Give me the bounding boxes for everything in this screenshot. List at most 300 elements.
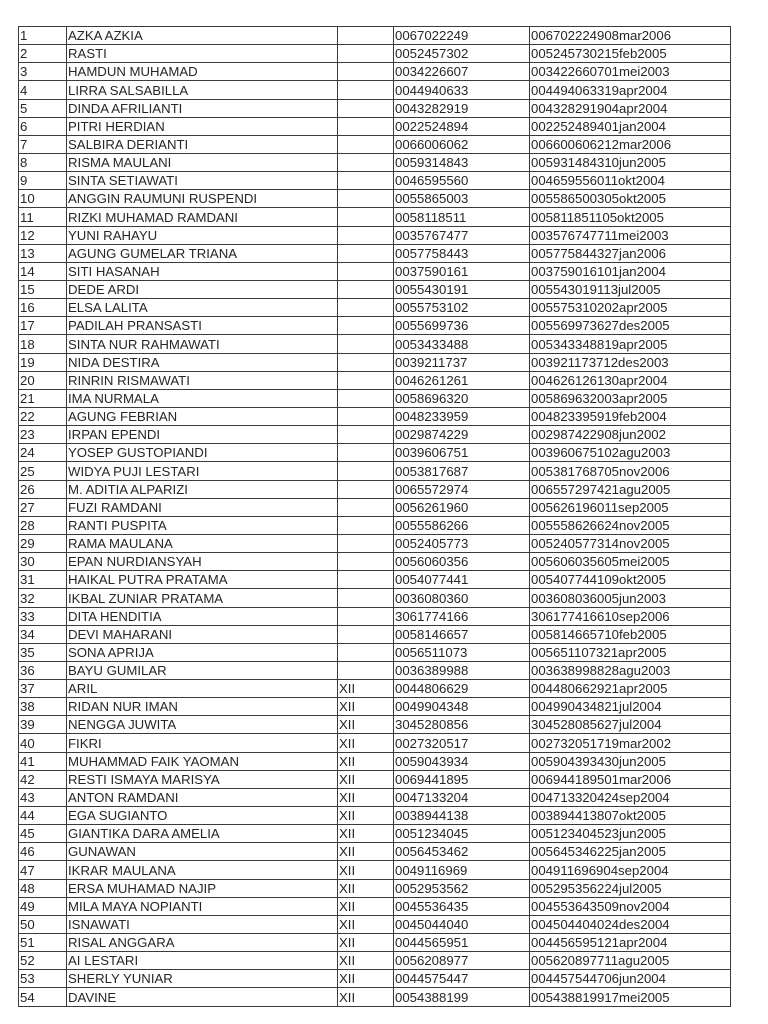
- student-name-cell: RESTI ISMAYA MARISYA: [67, 770, 338, 788]
- password-cell: 004328291904apr2004: [530, 99, 731, 117]
- nisn-cell: 0053433488: [394, 335, 530, 353]
- table-row: [19, 625, 731, 643]
- student-table-body: [19, 27, 731, 1007]
- password-cell: 004990434821jul2004: [530, 698, 731, 716]
- row-number-cell: 14: [19, 262, 67, 280]
- row-number-cell: 18: [19, 335, 67, 353]
- nisn-cell: 0039606751: [394, 444, 530, 462]
- student-name-cell: YOSEP GUSTOPIANDI: [67, 444, 338, 462]
- row-number-cell: 3: [19, 63, 67, 81]
- password-cell: 004626126130apr2004: [530, 371, 731, 389]
- row-number-cell: 52: [19, 952, 67, 970]
- table-row: [19, 607, 731, 625]
- class-cell: [338, 607, 394, 625]
- password-cell: 005626196011sep2005: [530, 498, 731, 516]
- table-row: [19, 843, 731, 861]
- class-cell: [338, 643, 394, 661]
- row-number-cell: 19: [19, 353, 67, 371]
- password-cell: 006944189501mar2006: [530, 770, 731, 788]
- nisn-cell: 0049116969: [394, 861, 530, 879]
- row-number-cell: 20: [19, 371, 67, 389]
- class-cell: [338, 317, 394, 335]
- nisn-cell: 0044565951: [394, 934, 530, 952]
- class-cell: XII: [338, 915, 394, 933]
- row-number-cell: 16: [19, 299, 67, 317]
- row-number-cell: 53: [19, 970, 67, 988]
- student-name-cell: ISNAWATI: [67, 915, 338, 933]
- student-name-cell: PITRI HERDIAN: [67, 117, 338, 135]
- class-cell: [338, 190, 394, 208]
- table-row: [19, 407, 731, 425]
- nisn-cell: 0036389988: [394, 661, 530, 679]
- class-cell: [338, 589, 394, 607]
- student-name-cell: NENGGA JUWITA: [67, 716, 338, 734]
- table-row: [19, 353, 731, 371]
- password-cell: 004553643509nov2004: [530, 897, 731, 915]
- table-row: [19, 807, 731, 825]
- class-cell: [338, 371, 394, 389]
- row-number-cell: 4: [19, 81, 67, 99]
- row-number-cell: 13: [19, 244, 67, 262]
- student-name-cell: RIZKI MUHAMAD RAMDANI: [67, 208, 338, 226]
- nisn-cell: 0059314843: [394, 153, 530, 171]
- row-number-cell: 10: [19, 190, 67, 208]
- student-name-cell: FUZI RAMDANI: [67, 498, 338, 516]
- nisn-cell: 0055430191: [394, 280, 530, 298]
- nisn-cell: 0052953562: [394, 879, 530, 897]
- nisn-cell: 0046261261: [394, 371, 530, 389]
- row-number-cell: 41: [19, 752, 67, 770]
- table-row: [19, 190, 731, 208]
- student-name-cell: ANGGIN RAUMUNI RUSPENDI: [67, 190, 338, 208]
- row-number-cell: 45: [19, 825, 67, 843]
- class-cell: XII: [338, 734, 394, 752]
- class-cell: [338, 444, 394, 462]
- class-cell: [338, 45, 394, 63]
- student-name-cell: ELSA LALITA: [67, 299, 338, 317]
- table-row: [19, 226, 731, 244]
- password-cell: 003576747711mei2003: [530, 226, 731, 244]
- password-cell: 005775844327jan2006: [530, 244, 731, 262]
- table-row: [19, 153, 731, 171]
- class-cell: [338, 63, 394, 81]
- nisn-cell: 0044575447: [394, 970, 530, 988]
- student-table: [18, 26, 731, 1007]
- row-number-cell: 39: [19, 716, 67, 734]
- password-cell: 005814665710feb2005: [530, 625, 731, 643]
- row-number-cell: 47: [19, 861, 67, 879]
- class-cell: [338, 226, 394, 244]
- student-name-cell: DEDE ARDI: [67, 280, 338, 298]
- password-cell: 004713320424sep2004: [530, 788, 731, 806]
- student-name-cell: LIRRA SALSABILLA: [67, 81, 338, 99]
- class-cell: [338, 153, 394, 171]
- password-cell: 003422660701mei2003: [530, 63, 731, 81]
- row-number-cell: 37: [19, 680, 67, 698]
- nisn-cell: 0058146657: [394, 625, 530, 643]
- row-number-cell: 29: [19, 534, 67, 552]
- row-number-cell: 48: [19, 879, 67, 897]
- nisn-cell: 0059043934: [394, 752, 530, 770]
- password-cell: 005811851105okt2005: [530, 208, 731, 226]
- table-row: [19, 553, 731, 571]
- student-name-cell: AGUNG GUMELAR TRIANA: [67, 244, 338, 262]
- table-row: [19, 27, 731, 45]
- row-number-cell: 44: [19, 807, 67, 825]
- nisn-cell: 0056261960: [394, 498, 530, 516]
- nisn-cell: 0036080360: [394, 589, 530, 607]
- password-cell: 004823395919feb2004: [530, 407, 731, 425]
- table-row: [19, 879, 731, 897]
- row-number-cell: 1: [19, 27, 67, 45]
- nisn-cell: 0054077441: [394, 571, 530, 589]
- nisn-cell: 3045280856: [394, 716, 530, 734]
- table-row: [19, 534, 731, 552]
- row-number-cell: 46: [19, 843, 67, 861]
- class-cell: XII: [338, 698, 394, 716]
- row-number-cell: 27: [19, 498, 67, 516]
- student-name-cell: SHERLY YUNIAR: [67, 970, 338, 988]
- table-row: [19, 788, 731, 806]
- class-cell: XII: [338, 680, 394, 698]
- row-number-cell: 25: [19, 462, 67, 480]
- table-row: [19, 299, 731, 317]
- table-row: [19, 952, 731, 970]
- nisn-cell: 0056060356: [394, 553, 530, 571]
- nisn-cell: 0055586266: [394, 516, 530, 534]
- table-row: [19, 934, 731, 952]
- student-name-cell: SINTA SETIAWATI: [67, 172, 338, 190]
- nisn-cell: 0035767477: [394, 226, 530, 244]
- student-name-cell: RANTI PUSPITA: [67, 516, 338, 534]
- row-number-cell: 34: [19, 625, 67, 643]
- class-cell: [338, 117, 394, 135]
- class-cell: [338, 661, 394, 679]
- row-number-cell: 36: [19, 661, 67, 679]
- nisn-cell: 0038944138: [394, 807, 530, 825]
- nisn-cell: 0054388199: [394, 988, 530, 1006]
- table-row: [19, 589, 731, 607]
- student-name-cell: DITA HENDITIA: [67, 607, 338, 625]
- nisn-cell: 0067022249: [394, 27, 530, 45]
- student-name-cell: SONA APRIJA: [67, 643, 338, 661]
- class-cell: XII: [338, 861, 394, 879]
- password-cell: 005123404523jun2005: [530, 825, 731, 843]
- nisn-cell: 0052457302: [394, 45, 530, 63]
- class-cell: [338, 571, 394, 589]
- password-cell: 003921173712des2003: [530, 353, 731, 371]
- table-row: [19, 571, 731, 589]
- password-cell: 004911696904sep2004: [530, 861, 731, 879]
- row-number-cell: 40: [19, 734, 67, 752]
- class-cell: XII: [338, 988, 394, 1006]
- nisn-cell: 0034226607: [394, 63, 530, 81]
- nisn-cell: 0058696320: [394, 389, 530, 407]
- student-name-cell: M. ADITIA ALPARIZI: [67, 480, 338, 498]
- table-row: [19, 516, 731, 534]
- table-row: [19, 752, 731, 770]
- nisn-cell: 0046595560: [394, 172, 530, 190]
- password-cell: 002252489401jan2004: [530, 117, 731, 135]
- student-name-cell: MILA MAYA NOPIANTI: [67, 897, 338, 915]
- password-cell: 005586500305okt2005: [530, 190, 731, 208]
- class-cell: [338, 625, 394, 643]
- nisn-cell: 0043282919: [394, 99, 530, 117]
- student-name-cell: IKBAL ZUNIAR PRATAMA: [67, 589, 338, 607]
- password-cell: 003638998828agu2003: [530, 661, 731, 679]
- class-cell: [338, 353, 394, 371]
- table-row: [19, 825, 731, 843]
- class-cell: [338, 135, 394, 153]
- password-cell: 006557297421agu2005: [530, 480, 731, 498]
- class-cell: XII: [338, 934, 394, 952]
- student-name-cell: RISMA MAULANI: [67, 153, 338, 171]
- class-cell: XII: [338, 716, 394, 734]
- row-number-cell: 30: [19, 553, 67, 571]
- table-row: [19, 172, 731, 190]
- nisn-cell: 0053817687: [394, 462, 530, 480]
- student-name-cell: NIDA DESTIRA: [67, 353, 338, 371]
- nisn-cell: 0069441895: [394, 770, 530, 788]
- student-name-cell: IRPAN EPENDI: [67, 426, 338, 444]
- student-name-cell: AGUNG FEBRIAN: [67, 407, 338, 425]
- password-cell: 306177416610sep2006: [530, 607, 731, 625]
- student-name-cell: WIDYA PUJI LESTARI: [67, 462, 338, 480]
- table-row: [19, 81, 731, 99]
- student-name-cell: FIKRI: [67, 734, 338, 752]
- class-cell: XII: [338, 970, 394, 988]
- password-cell: 005245730215feb2005: [530, 45, 731, 63]
- row-number-cell: 32: [19, 589, 67, 607]
- row-number-cell: 35: [19, 643, 67, 661]
- class-cell: [338, 389, 394, 407]
- student-name-cell: EPAN NURDIANSYAH: [67, 553, 338, 571]
- nisn-cell: 0052405773: [394, 534, 530, 552]
- nisn-cell: 0056453462: [394, 843, 530, 861]
- row-number-cell: 54: [19, 988, 67, 1006]
- row-number-cell: 24: [19, 444, 67, 462]
- password-cell: 005651107321apr2005: [530, 643, 731, 661]
- row-number-cell: 11: [19, 208, 67, 226]
- row-number-cell: 8: [19, 153, 67, 171]
- nisn-cell: 0056208977: [394, 952, 530, 970]
- nisn-cell: 0056511073: [394, 643, 530, 661]
- password-cell: 005575310202apr2005: [530, 299, 731, 317]
- student-name-cell: RINRIN RISMAWATI: [67, 371, 338, 389]
- class-cell: [338, 27, 394, 45]
- nisn-cell: 0045044040: [394, 915, 530, 933]
- nisn-cell: 0044940633: [394, 81, 530, 99]
- table-row: [19, 734, 731, 752]
- password-cell: 006702224908mar2006: [530, 27, 731, 45]
- student-name-cell: AI LESTARI: [67, 952, 338, 970]
- class-cell: [338, 299, 394, 317]
- nisn-cell: 0048233959: [394, 407, 530, 425]
- password-cell: 005240577314nov2005: [530, 534, 731, 552]
- class-cell: [338, 553, 394, 571]
- password-cell: 005606035605mei2005: [530, 553, 731, 571]
- table-row: [19, 680, 731, 698]
- class-cell: XII: [338, 788, 394, 806]
- student-name-cell: GIANTIKA DARA AMELIA: [67, 825, 338, 843]
- class-cell: [338, 244, 394, 262]
- table-row: [19, 716, 731, 734]
- nisn-cell: 0027320517: [394, 734, 530, 752]
- table-row: [19, 371, 731, 389]
- nisn-cell: 0029874229: [394, 426, 530, 444]
- password-cell: 004494063319apr2004: [530, 81, 731, 99]
- student-name-cell: RASTI: [67, 45, 338, 63]
- nisn-cell: 0057758443: [394, 244, 530, 262]
- row-number-cell: 42: [19, 770, 67, 788]
- table-row: [19, 770, 731, 788]
- table-row: [19, 244, 731, 262]
- table-row: [19, 988, 731, 1006]
- table-row: [19, 643, 731, 661]
- nisn-cell: 0055865003: [394, 190, 530, 208]
- row-number-cell: 9: [19, 172, 67, 190]
- password-cell: 004480662921apr2005: [530, 680, 731, 698]
- password-cell: 003894413807okt2005: [530, 807, 731, 825]
- class-cell: [338, 498, 394, 516]
- student-name-cell: PADILAH PRANSASTI: [67, 317, 338, 335]
- class-cell: XII: [338, 843, 394, 861]
- table-row: [19, 63, 731, 81]
- password-cell: 005645346225jan2005: [530, 843, 731, 861]
- table-row: [19, 462, 731, 480]
- password-cell: 005869632003apr2005: [530, 389, 731, 407]
- student-name-cell: SALBIRA DERIANTI: [67, 135, 338, 153]
- table-row: [19, 498, 731, 516]
- student-name-cell: DINDA AFRILIANTI: [67, 99, 338, 117]
- nisn-cell: 0022524894: [394, 117, 530, 135]
- class-cell: XII: [338, 897, 394, 915]
- table-row: [19, 45, 731, 63]
- table-row: [19, 915, 731, 933]
- class-cell: [338, 81, 394, 99]
- student-name-cell: HAMDUN MUHAMAD: [67, 63, 338, 81]
- table-row: [19, 280, 731, 298]
- student-name-cell: IKRAR MAULANA: [67, 861, 338, 879]
- table-row: [19, 335, 731, 353]
- student-name-cell: GUNAWAN: [67, 843, 338, 861]
- password-cell: 004504404024des2004: [530, 915, 731, 933]
- student-name-cell: MUHAMMAD FAIK YAOMAN: [67, 752, 338, 770]
- table-row: [19, 117, 731, 135]
- table-row: [19, 135, 731, 153]
- nisn-cell: 0058118511: [394, 208, 530, 226]
- row-number-cell: 7: [19, 135, 67, 153]
- class-cell: [338, 480, 394, 498]
- password-cell: 005295356224jul2005: [530, 879, 731, 897]
- password-cell: 005904393430jun2005: [530, 752, 731, 770]
- student-name-cell: BAYU GUMILAR: [67, 661, 338, 679]
- nisn-cell: 0037590161: [394, 262, 530, 280]
- row-number-cell: 26: [19, 480, 67, 498]
- row-number-cell: 21: [19, 389, 67, 407]
- row-number-cell: 28: [19, 516, 67, 534]
- password-cell: 002732051719mar2002: [530, 734, 731, 752]
- row-number-cell: 43: [19, 788, 67, 806]
- row-number-cell: 12: [19, 226, 67, 244]
- password-cell: 005407744109okt2005: [530, 571, 731, 589]
- nisn-cell: 0055699736: [394, 317, 530, 335]
- row-number-cell: 2: [19, 45, 67, 63]
- class-cell: [338, 462, 394, 480]
- class-cell: [338, 280, 394, 298]
- student-name-cell: AZKA AZKIA: [67, 27, 338, 45]
- password-cell: 004456595121apr2004: [530, 934, 731, 952]
- class-cell: XII: [338, 952, 394, 970]
- table-row: [19, 444, 731, 462]
- nisn-cell: 0065572974: [394, 480, 530, 498]
- nisn-cell: 0039211737: [394, 353, 530, 371]
- table-row: [19, 99, 731, 117]
- student-name-cell: RAMA MAULANA: [67, 534, 338, 552]
- row-number-cell: 22: [19, 407, 67, 425]
- student-name-cell: SINTA NUR RAHMAWATI: [67, 335, 338, 353]
- student-name-cell: DEVI MAHARANI: [67, 625, 338, 643]
- student-name-cell: IMA NURMALA: [67, 389, 338, 407]
- class-cell: [338, 172, 394, 190]
- class-cell: [338, 516, 394, 534]
- table-row: [19, 861, 731, 879]
- class-cell: [338, 208, 394, 226]
- password-cell: 006600606212mar2006: [530, 135, 731, 153]
- table-row: [19, 389, 731, 407]
- password-cell: 003960675102agu2003: [530, 444, 731, 462]
- password-cell: 003759016101jan2004: [530, 262, 731, 280]
- table-row: [19, 970, 731, 988]
- student-name-cell: YUNI RAHAYU: [67, 226, 338, 244]
- class-cell: [338, 335, 394, 353]
- row-number-cell: 23: [19, 426, 67, 444]
- table-row: [19, 262, 731, 280]
- class-cell: [338, 99, 394, 117]
- password-cell: 005931484310jun2005: [530, 153, 731, 171]
- password-cell: 005343348819apr2005: [530, 335, 731, 353]
- student-name-cell: DAVINE: [67, 988, 338, 1006]
- row-number-cell: 38: [19, 698, 67, 716]
- row-number-cell: 49: [19, 897, 67, 915]
- class-cell: XII: [338, 807, 394, 825]
- nisn-cell: 3061774166: [394, 607, 530, 625]
- row-number-cell: 33: [19, 607, 67, 625]
- row-number-cell: 50: [19, 915, 67, 933]
- table-row: [19, 317, 731, 335]
- password-cell: 005381768705nov2006: [530, 462, 731, 480]
- row-number-cell: 6: [19, 117, 67, 135]
- table-row: [19, 208, 731, 226]
- nisn-cell: 0045536435: [394, 897, 530, 915]
- table-row: [19, 698, 731, 716]
- table-row: [19, 426, 731, 444]
- class-cell: XII: [338, 770, 394, 788]
- nisn-cell: 0055753102: [394, 299, 530, 317]
- row-number-cell: 15: [19, 280, 67, 298]
- class-cell: XII: [338, 825, 394, 843]
- password-cell: 004457544706jun2004: [530, 970, 731, 988]
- nisn-cell: 0066006062: [394, 135, 530, 153]
- class-cell: [338, 426, 394, 444]
- table-row: [19, 480, 731, 498]
- row-number-cell: 51: [19, 934, 67, 952]
- student-name-cell: HAIKAL PUTRA PRATAMA: [67, 571, 338, 589]
- class-cell: [338, 262, 394, 280]
- class-cell: XII: [338, 879, 394, 897]
- password-cell: 002987422908jun2002: [530, 426, 731, 444]
- nisn-cell: 0049904348: [394, 698, 530, 716]
